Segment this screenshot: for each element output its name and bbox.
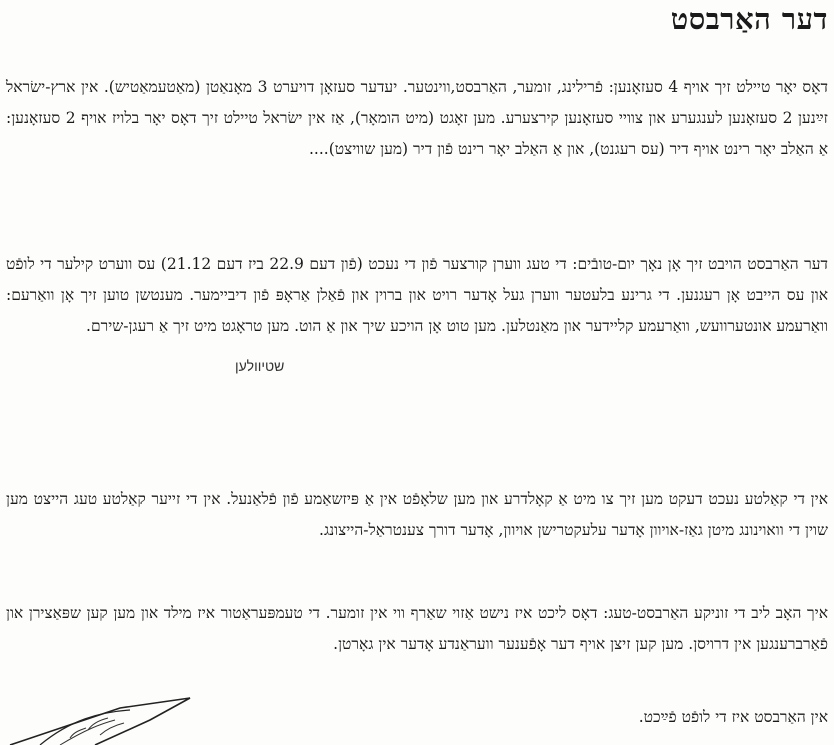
paragraph-autumn-start: דער האַרבסט הויבט זיך אָן נאָך יום-טובֿים: די טעג ווערן קורצער פֿון די נעכט (פֿון דעם 22.9 ביז דעם 21.12) עס ווערט קילער די לופֿט און עס הייבט אָן רעגנען. די גרינע בלעטער ווערן געל אָדער רויט און ברוין און פֿאַלן אַראָפּ פֿון דיביימער. מענטשן טוען זיך אָן וואַרעם: וואַרעמע אונטערוועש, וואַרעמע קליידער און מאַנטלען. מען טוט אָן הויכע שיך און אַ הוט. מען טראָגט מיט זיך אַ רעגן-שירם. <box>6 255 828 335</box>
handwritten-note: שטיוולען <box>235 359 285 375</box>
page-title: דער האַרבסט <box>670 2 828 36</box>
paragraph-last-line: אין האַרבסט איז די לופֿט פֿײַכט. <box>638 708 828 726</box>
paragraph-seasons: דאָס יאָר טיילט זיך אויף 4 סעזאָנען: פֿרילינג, זומער, האַרבסט,ווינטער. יעדער סעזאָן דויערט 3 מאָנאַטן (מאַטעמאַטיש). אין ארץ-ישׂראל זײַנען 2 סעזאָנען לענגערע און צוויי סעזאָנען קירצערע. מען זאָגט (מיט הומאָר), אַז אין ישׂראל טיילט זיך דאָס יאָר בלויז אויף 2 סעזאָנען: אַ האַלב יאָר רינט אויף דיר (עס רעגנט), און אַ האַלב יאָר רינט פֿון דיר (מען שוויצט).... <box>6 78 829 158</box>
leaf-sketch-icon <box>0 690 200 745</box>
paragraph-sunny-days: איך האָב ליב די זוניקע האַרבסט-טעג: דאָס ליכט איז נישט אַזוי שאַרף ווי אין זומער. די טעמפּעראַטור איז מילד און מען קען שפּאַצירן און פֿאַרברענגען אין דרויסן. מען קען זיצן אויף דער אָפֿענער וועראַנדע אָדער אין גאָרטן. <box>6 604 828 653</box>
paragraph-cold-nights: אין די קאַלטע נעכט דעקט מען זיך צו מיט אַ קאָלדרע און מען שלאָפֿט אין אַ פּיזשאַמע פֿון פֿלאַנעל. אין די זייער קאַלטע טעג הייצט מען שוין די וואוינונג מיטן גאַז-אויוון אָדער עלעקטרישן אויוון, אָדער דורך צענטראַל-הייצונג. <box>6 490 828 539</box>
